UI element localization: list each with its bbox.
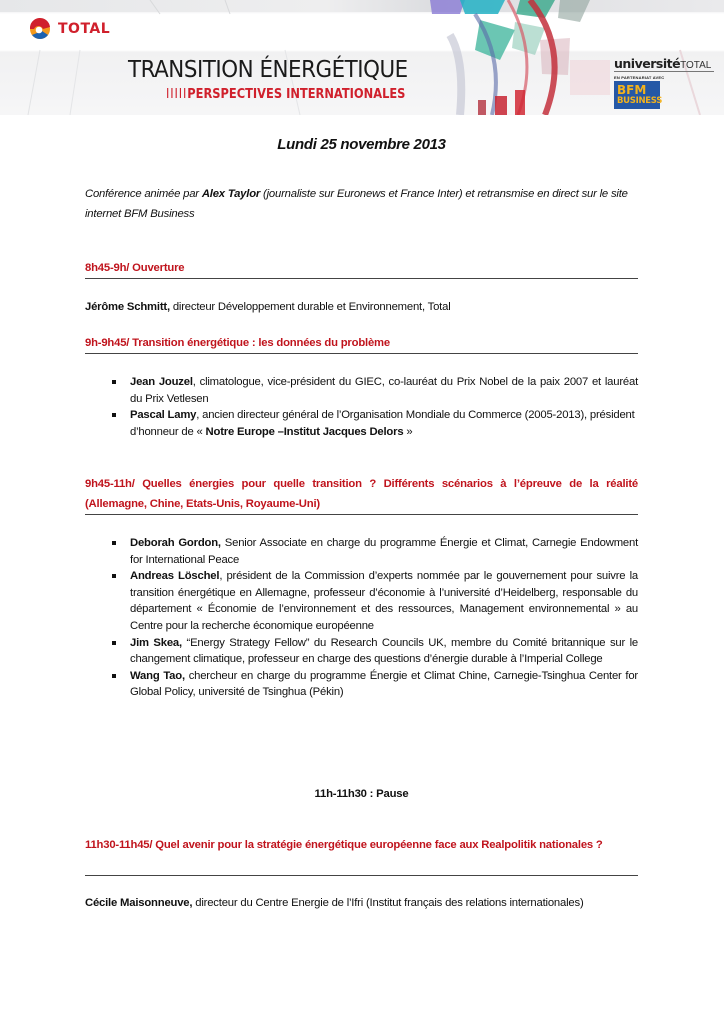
- event-subtitle: [166, 87, 405, 102]
- subtitle-bars: IIIII: [166, 87, 188, 102]
- subtitle-text: PERSPECTIVES INTERNATIONALES: [187, 87, 406, 102]
- host-name: Alex Taylor: [201, 188, 261, 200]
- section-divider: [85, 514, 638, 515]
- intro-paragraph: [85, 184, 638, 224]
- speaker-description: directeur Développement durable et Environnement, Total: [169, 301, 451, 313]
- speaker-description: chercheur en charge du programme Énergie et Climat Chine, Carnegie-Tsinghua Center for Global Policy, université de Tsinghua (Pékin): [130, 669, 638, 699]
- header-banner: [0, 0, 724, 115]
- session-heading-opening: 8h45-9h/ Ouverture: [85, 262, 185, 274]
- intro-suffix: (journaliste sur Euronews et France Inter) et retransmise en direct sur le site internet BFM Business: [85, 188, 628, 220]
- bullet-icon: [112, 380, 116, 384]
- speaker-entry: [85, 297, 638, 317]
- speaker-name: Jean Jouzel: [130, 376, 193, 388]
- speaker-name: Wang Tao,: [130, 669, 185, 682]
- pause-label: 11h-11h30 : Pause: [314, 788, 409, 800]
- speaker-description: directeur du Centre Energie de l’Ifri (Institut français des relations internationales): [192, 897, 584, 909]
- speaker-description: Senior Associate en charge du programme Énergie et Climat, Carnegie Endowment for International Peace: [130, 537, 639, 566]
- quote-close: »: [403, 425, 413, 438]
- session-heading-data: 9h-9h45/ Transition énergétique : les données du problème: [85, 337, 390, 349]
- speaker-list-item: [109, 568, 638, 634]
- speaker-list-item: [109, 407, 638, 440]
- partner-label: EN PARTENARIAT AVEC: [614, 75, 665, 80]
- speaker-name: Pascal Lamy: [130, 409, 197, 422]
- speaker-list-item: [109, 635, 638, 668]
- bfm-business-logo: [614, 81, 663, 109]
- speaker-list-item: [109, 668, 638, 701]
- bullet-icon: [112, 674, 116, 678]
- speaker-description: , ancien directeur général de l’Organisation Mondiale du Commerce (2005-2013), président d’honneur de «: [130, 409, 635, 438]
- speaker-name: Jim Skea,: [130, 636, 182, 649]
- speaker-name: Deborah Gordon,: [130, 537, 221, 549]
- universite-label: université: [614, 56, 681, 71]
- intro-prefix: Conférence animée par: [85, 188, 202, 200]
- speaker-entry: [85, 893, 638, 913]
- section-divider: [85, 278, 638, 279]
- speaker-list-item: [109, 535, 638, 568]
- speaker-description: , climatologue, vice-président du GIEC, co-lauréat du Prix Nobel de la paix 2007 et lauréat du Prix Vetlesen: [130, 376, 639, 405]
- event-date: Lundi 25 novembre 2013: [277, 136, 446, 153]
- speaker-list-item: [109, 374, 638, 407]
- bullet-icon: [112, 413, 116, 417]
- total-logo: [28, 17, 110, 41]
- speaker-name: Jérôme Schmitt,: [85, 301, 170, 313]
- speaker-description: “Energy Strategy Fellow” du Research Councils UK, membre du Comité britannique sur le changement climatique, professeur en charge des questions d’énergie durable à l’Imperial College: [130, 636, 639, 666]
- total-logo-icon: [28, 17, 52, 41]
- universite-brand: TOTAL: [680, 60, 712, 71]
- speaker-list: [109, 535, 638, 701]
- bullet-icon: [112, 541, 116, 545]
- bullet-icon: [112, 641, 116, 645]
- banner-radial-graphic: [420, 0, 620, 115]
- speaker-list: [109, 374, 638, 440]
- event-title: TRANSITION ÉNERGÉTIQUE: [128, 57, 408, 83]
- bfm-logo-line2: BUSINESS: [617, 95, 663, 106]
- bfm-logo-line1: BFM: [617, 82, 647, 97]
- session-heading-scenarios: 9h45-11h/ Quelles énergies pour quelle transition ? Différents scénarios à l’épreuve de la réalité (Allemagne, Chine, Etats-Unis, Royaume-Uni): [85, 478, 638, 510]
- speaker-description: , président de la Commission d’experts nommée par le gouvernement pour suivre la transition énergétique en Allemagne, professeur d’économie à l’université d’Heidelberg, responsable du département « Économie de l’environnement et des ressources, Management environnemental » au Centre pour la recherche économique européenne: [130, 570, 638, 632]
- section-divider: [85, 353, 638, 354]
- organization-name: Notre Europe –Institut Jacques Delors: [205, 425, 404, 438]
- total-logo-text: TOTAL: [58, 21, 111, 37]
- speaker-name: Andreas Löschel: [130, 570, 220, 583]
- logo-divider: [614, 71, 714, 72]
- speaker-name: Cécile Maisonneuve,: [85, 897, 193, 909]
- bullet-icon: [112, 574, 116, 578]
- section-divider: [85, 875, 638, 876]
- session-heading-europe: 11h30-11h45/ Quel avenir pour la stratégie énergétique européenne face aux Realpolitik nationales ?: [85, 839, 603, 851]
